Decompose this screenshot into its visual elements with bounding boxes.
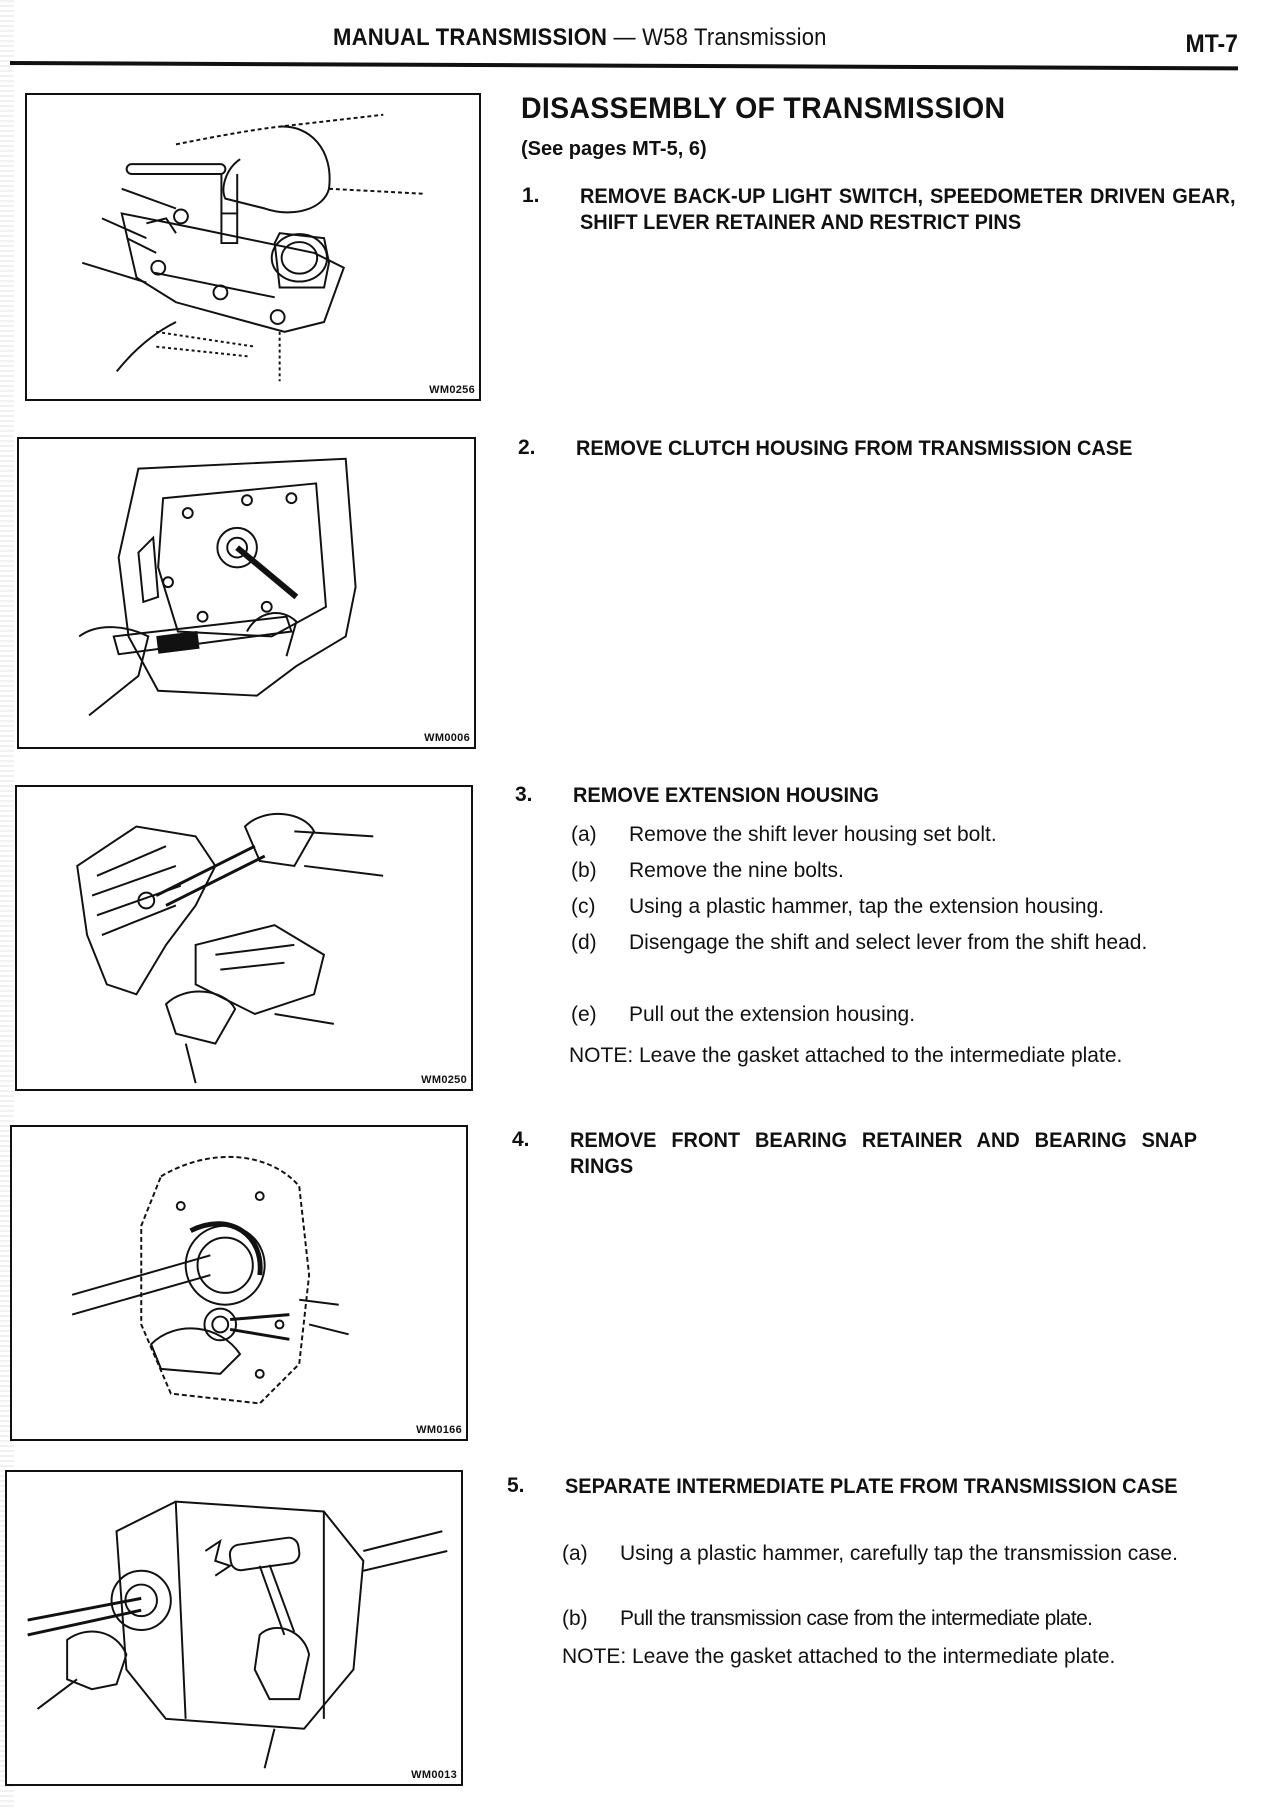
step-heading: SEPARATE INTERMEDIATE PLATE FROM TRANSMISSION CASE [565,1475,1178,1498]
figure-3 [15,785,473,1091]
step-5-note: NOTE: Leave the gasket attached to the intermediate plate. [562,1645,1116,1668]
running-header [333,24,827,52]
clutch-housing-illustration [19,439,474,747]
header-section: MANUAL TRANSMISSION [333,24,608,51]
step-heading: REMOVE FRONT BEARING RETAINER AND BEARING SNAP RINGS [570,1129,1197,1178]
step-heading: REMOVE BACK-UP LIGHT SWITCH, SPEEDOMETER DRIVEN GEAR, SHIFT LEVER RETAINER AND RESTRICT PINS [580,185,1236,234]
header-separator: — [607,24,643,51]
substep-label: (e) [571,1003,597,1026]
figure-2 [17,437,476,749]
substep-label: (d) [571,931,597,954]
substep-text: Pull the transmission case from the intermediate plate. [620,1607,1093,1630]
extension-housing-illustration [17,787,471,1089]
figure-id: WM0250 [417,1074,467,1086]
header-subsection: W58 Transmission [642,24,827,51]
figure-id: WM0006 [420,732,470,744]
section-reference: (See pages MT-5, 6) [521,138,707,160]
step-number: 1. [522,184,540,207]
step-heading: REMOVE EXTENSION HOUSING [573,784,879,807]
step-3-note: NOTE: Leave the gasket attached to the intermediate plate. [569,1044,1123,1067]
substep-label: (b) [562,1607,588,1630]
figure-4 [10,1125,468,1441]
step-heading: REMOVE CLUTCH HOUSING FROM TRANSMISSION CASE [576,437,1133,460]
substep-label: (a) [571,823,597,846]
substep-label: (c) [571,895,596,918]
shift-lever-retainer-illustration [27,95,479,399]
substep-label: (a) [562,1542,588,1565]
figure-id: WM0013 [407,1769,457,1781]
header-rule [10,61,1238,70]
substep-text: Using a plastic hammer, carefully tap the transmission case. [620,1542,1178,1565]
substep-label: (b) [571,859,597,882]
step-number: 3. [515,783,533,806]
step-number: 5. [507,1474,525,1497]
figure-id: WM0256 [425,384,475,396]
page-number: MT-7 [1185,30,1238,58]
section-title: DISASSEMBLY OF TRANSMISSION [521,92,1006,125]
substep-text: Remove the shift lever housing set bolt. [629,823,997,846]
step-number: 2. [518,436,536,459]
substep-text: Using a plastic hammer, tap the extension housing. [629,895,1105,918]
substep-text: Pull out the extension housing. [629,1003,916,1026]
figure-1 [25,93,481,401]
figure-id: WM0166 [412,1424,462,1436]
figure-5 [5,1470,463,1786]
bearing-snap-rings-illustration [12,1127,466,1439]
substep-text: Disengage the shift and select lever from the shift head. [629,931,1148,954]
substep-text: Remove the nine bolts. [629,859,844,882]
transmission-case-hammer-illustration [7,1472,461,1784]
step-number: 4. [512,1128,530,1151]
